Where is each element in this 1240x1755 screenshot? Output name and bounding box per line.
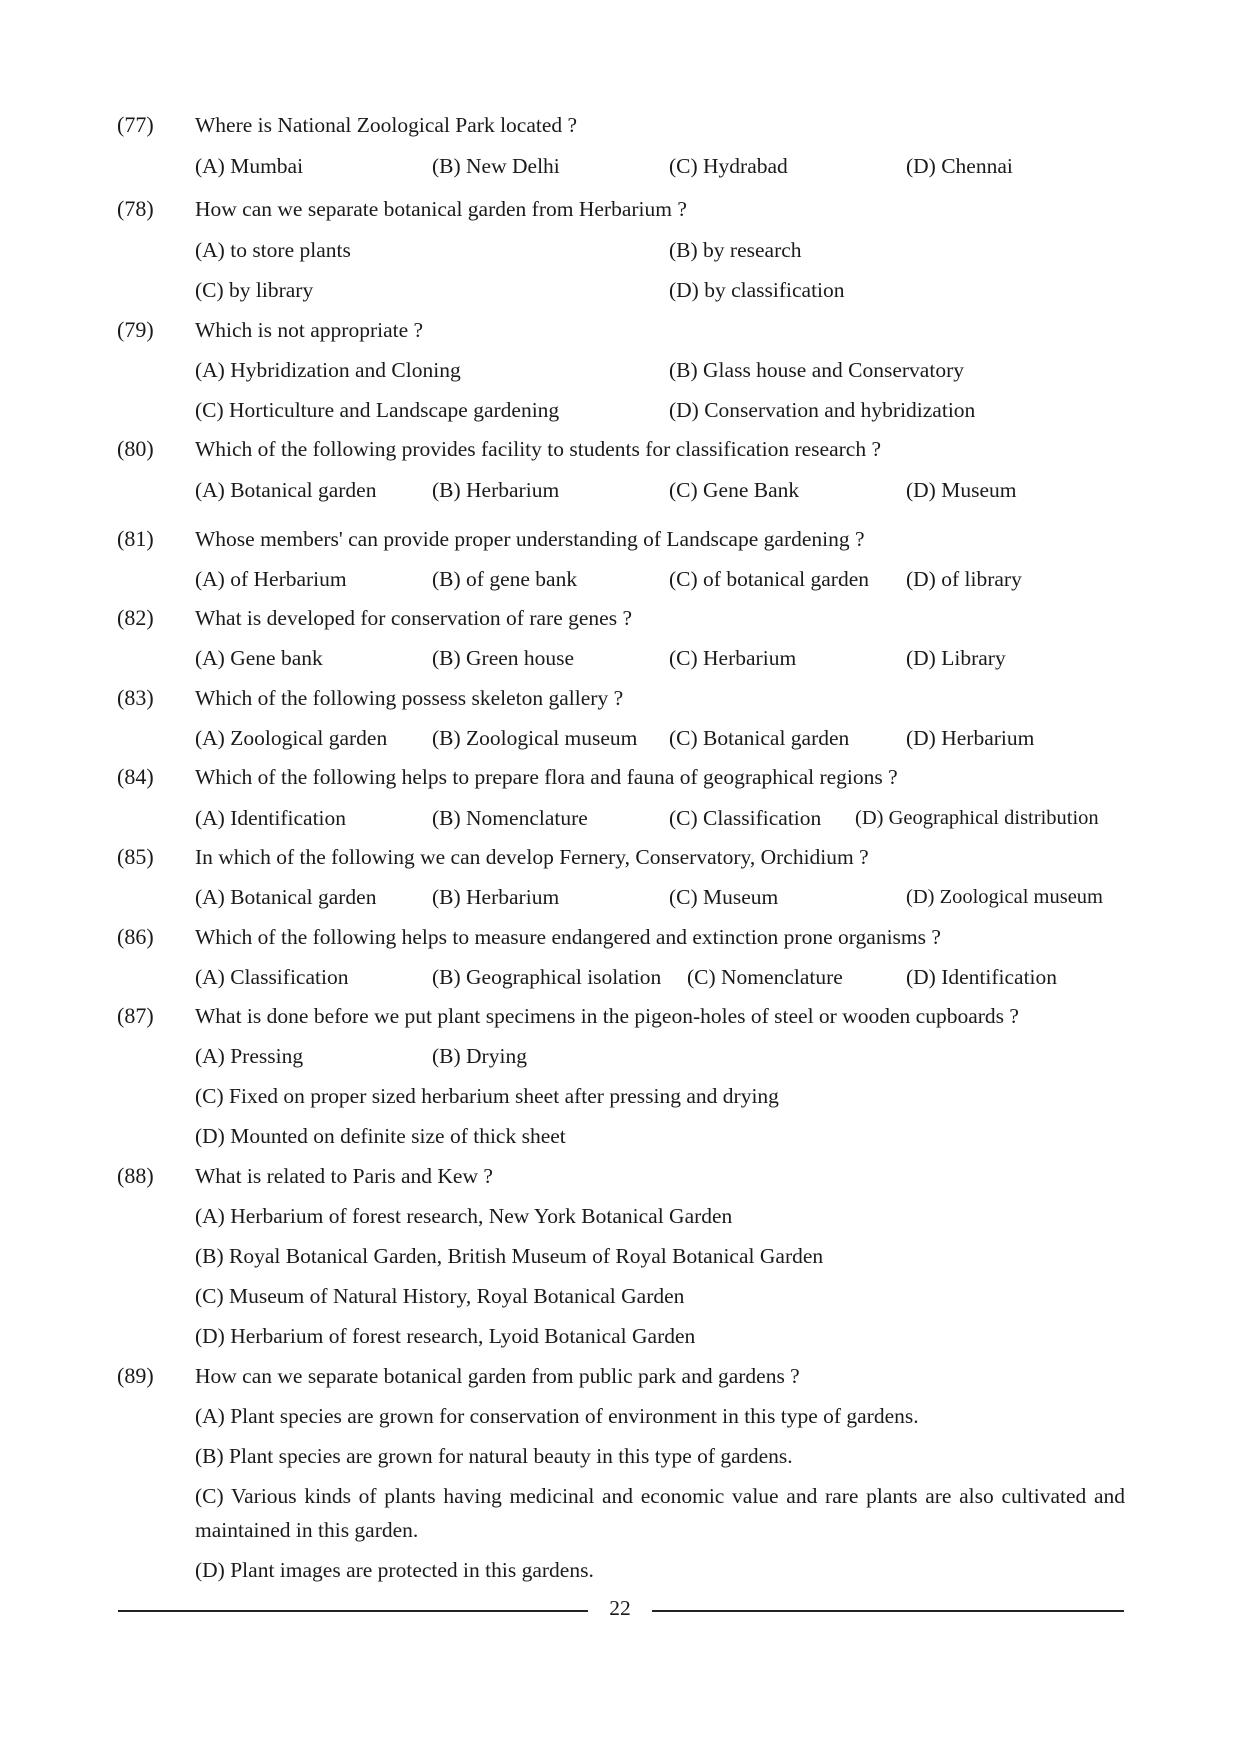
footer-rule-left [118, 1610, 588, 1612]
question-text: Which of the following provides facility to students for classification research ? [195, 437, 881, 461]
question-number: (87) [117, 1003, 154, 1028]
question-number: (83) [117, 685, 154, 710]
option-a: (A) Plant species are grown for conservation of environment in this type of gardens. [195, 1404, 919, 1428]
option-c: (C) Fixed on proper sized herbarium sheet after pressing and drying [195, 1084, 779, 1108]
option-a: (A) Identification [195, 806, 347, 830]
option-c: (C) Nomenclature [687, 965, 843, 989]
question-number: (81) [117, 526, 154, 551]
option-b: (B) Geographical isolation [432, 965, 662, 989]
option-c: (C) Museum [669, 885, 779, 909]
option-b: (B) Herbarium [432, 478, 560, 502]
option-a: (A) Classification [195, 965, 349, 989]
option-c: (C) Horticulture and Landscape gardening [195, 398, 560, 422]
question-number: (80) [117, 436, 154, 461]
option-b: (B) Royal Botanical Garden, British Museum of Royal Botanical Garden [195, 1244, 824, 1268]
question-number: (77) [117, 112, 154, 137]
question-number: (86) [117, 924, 154, 949]
option-a: (A) Botanical garden [195, 478, 377, 502]
option-a: (A) Gene bank [195, 646, 323, 670]
option-d: (D) Library [906, 646, 1006, 670]
option-d: (D) by classification [669, 278, 845, 302]
option-a: (A) of Herbarium [195, 567, 347, 591]
option-a: (A) Mumbai [195, 154, 304, 178]
option-c: (C) Gene Bank [669, 478, 800, 502]
question-text: Which of the following helps to prepare flora and fauna of geographical regions ? [195, 765, 898, 789]
option-d: (D) Herbarium of forest research, Lyoid Botanical Garden [195, 1324, 696, 1348]
question-number: (84) [117, 764, 154, 789]
option-d: (D) of library [906, 567, 1022, 591]
question-number: (89) [117, 1363, 154, 1388]
option-c: (C) Museum of Natural History, Royal Botanical Garden [195, 1284, 685, 1308]
option-a: (A) Pressing [195, 1044, 304, 1068]
option-d: (D) Identification [906, 965, 1058, 989]
option-d: (D) Museum [906, 478, 1017, 502]
option-c: (C) Classification [669, 806, 822, 830]
option-b: (B) Plant species are grown for natural beauty in this type of gardens. [195, 1444, 793, 1468]
option-d: (D) Zoological museum [906, 886, 1103, 908]
question-text: Which of the following helps to measure endangered and extinction prone organisms ? [195, 925, 941, 949]
option-b: (B) Zoological museum [432, 726, 638, 750]
question-number: (88) [117, 1163, 154, 1188]
option-c: (C) Various kinds of plants having medicinal and economic value and rare plants are also cultivated and maintained in this garden. [195, 1484, 1125, 1542]
question-text: Which is not appropriate ? [195, 318, 424, 342]
question-text: How can we separate botanical garden from Herbarium ? [195, 197, 687, 221]
option-b: (B) Nomenclature [432, 806, 588, 830]
question-number: (82) [117, 605, 154, 630]
footer-rule-right [652, 1610, 1124, 1612]
option-b: (B) New Delhi [432, 154, 560, 178]
option-b: (B) of gene bank [432, 567, 578, 591]
question-text: Whose members' can provide proper understanding of Landscape gardening ? [195, 527, 865, 551]
question-text: Which of the following possess skeleton gallery ? [195, 686, 624, 710]
option-b: (B) by research [669, 238, 802, 262]
question-text: Where is National Zoological Park located ? [195, 113, 578, 137]
option-a: (A) Hybridization and Cloning [195, 358, 461, 382]
option-d: (D) Plant images are protected in this gardens. [195, 1558, 594, 1582]
option-a: (A) to store plants [195, 238, 351, 262]
page-number: 22 [609, 1596, 631, 1620]
option-d: (D) Herbarium [906, 726, 1035, 750]
question-text: How can we separate botanical garden from public park and gardens ? [195, 1364, 800, 1388]
option-c: (C) of botanical garden [669, 567, 869, 591]
option-a: (A) Botanical garden [195, 885, 377, 909]
question-number: (79) [117, 317, 154, 342]
option-b: (B) Herbarium [432, 885, 560, 909]
option-a: (A) Zoological garden [195, 726, 388, 750]
question-text: What is related to Paris and Kew ? [195, 1164, 493, 1188]
question-number: (85) [117, 844, 154, 869]
option-c: (C) Botanical garden [669, 726, 850, 750]
option-d: (D) Mounted on definite size of thick sheet [195, 1124, 566, 1148]
question-number: (78) [117, 196, 154, 221]
question-text: What is done before we put plant specimens in the pigeon-holes of steel or wooden cupboards ? [195, 1004, 1019, 1028]
question-text: What is developed for conservation of rare genes ? [195, 606, 632, 630]
option-d: (D) Chennai [906, 154, 1013, 178]
option-a: (A) Herbarium of forest research, New York Botanical Garden [195, 1204, 733, 1228]
option-c: (C) by library [195, 278, 314, 302]
option-c: (C) Hydrabad [669, 154, 788, 178]
question-text: In which of the following we can develop Fernery, Conservatory, Orchidium ? [195, 845, 869, 869]
option-c: (C) Herbarium [669, 646, 797, 670]
option-d: (D) Conservation and hybridization [669, 398, 976, 422]
option-b: (B) Glass house and Conservatory [669, 358, 964, 382]
option-b: (B) Drying [432, 1044, 527, 1068]
option-b: (B) Green house [432, 646, 575, 670]
option-d: (D) Geographical distribution [855, 807, 1099, 829]
